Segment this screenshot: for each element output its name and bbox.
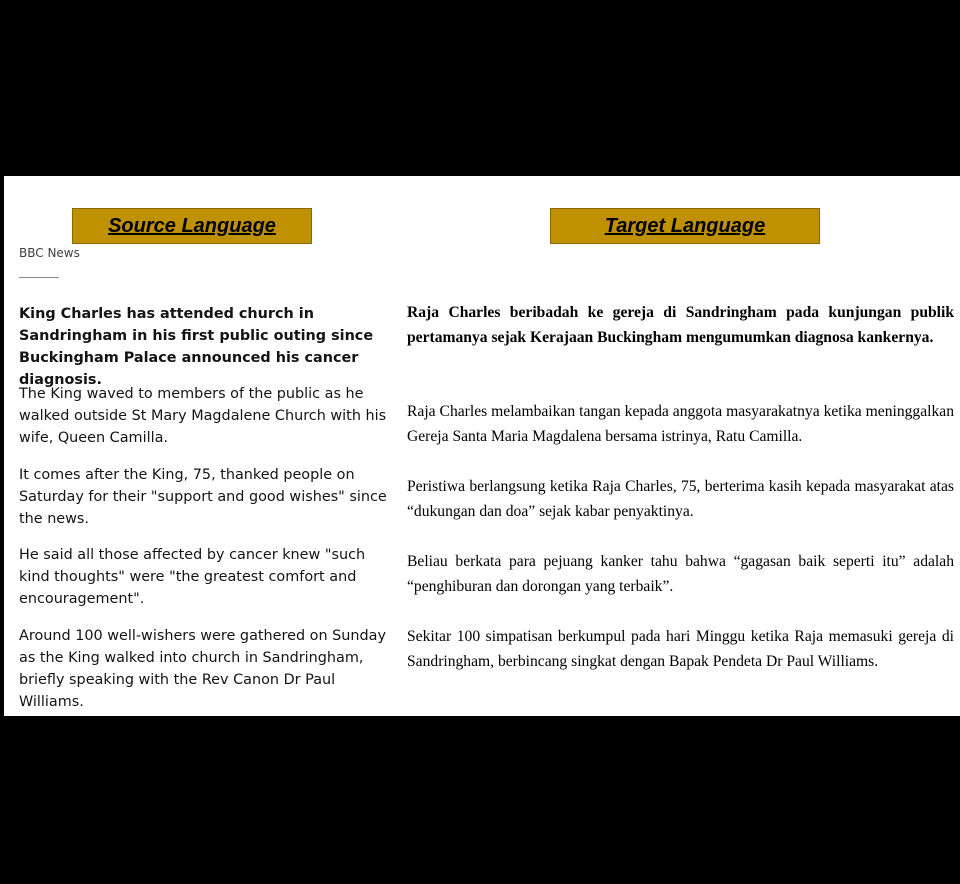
target-paragraph-1: Raja Charles beribadah ke gereja di Sandringham pada kunjungan publik pertamanya sejak Kerajaan Buckingham mengumumkan diagnosa kankernya.: [407, 304, 954, 346]
target-language-label: Target Language: [550, 208, 820, 244]
source-paragraph-2: The King waved to members of the public as he walked outside St Mary Magdalene Church with his wife, Queen Camilla.: [19, 386, 387, 446]
target-paragraph-4: Beliau berkata para pejuang kanker tahu bahwa “gagasan baik seperti itu” adalah “penghiburan dan dorongan yang terbaik”.: [407, 553, 954, 595]
target-paragraph-2: Raja Charles melambaikan tangan kepada anggota masyarakatnya ketika meninggalkan Gereja Santa Maria Magdalena bersama istrinya, Ratu Camilla.: [407, 403, 954, 445]
target-paragraph-5: Sekitar 100 simpatisan berkumpul pada hari Minggu ketika Raja memasuki gereja di Sandringham, berbincang singkat dengan Bapak Pendeta Dr Paul Williams.: [407, 628, 954, 670]
source-paragraph-4: He said all those affected by cancer knew "such kind thoughts" were "the greatest comfort and encouragement".: [19, 547, 366, 607]
source-language-label: Source Language: [72, 208, 312, 244]
source-paragraph-1: King Charles has attended church in Sandringham in his first public outing since Buckingham Palace announced his cancer diagnosis.: [19, 306, 374, 388]
target-paragraph-3: Peristiwa berlangsung ketika Raja Charles, 75, berterima kasih kepada masyarakat atas “dukungan dan doa” sejak kabar penyaktinya.: [407, 478, 954, 520]
source-paragraph-5: Around 100 well-wishers were gathered on Sunday as the King walked into church in Sandringham, briefly speaking with the Rev Canon Dr Paul Williams.: [19, 628, 387, 710]
comparison-panel: [4, 176, 960, 716]
divider: [19, 277, 59, 278]
source-paragraph-3: It comes after the King, 75, thanked people on Saturday for their "support and good wishes" since the news.: [19, 467, 387, 527]
site-name: BBC News: [19, 246, 80, 260]
